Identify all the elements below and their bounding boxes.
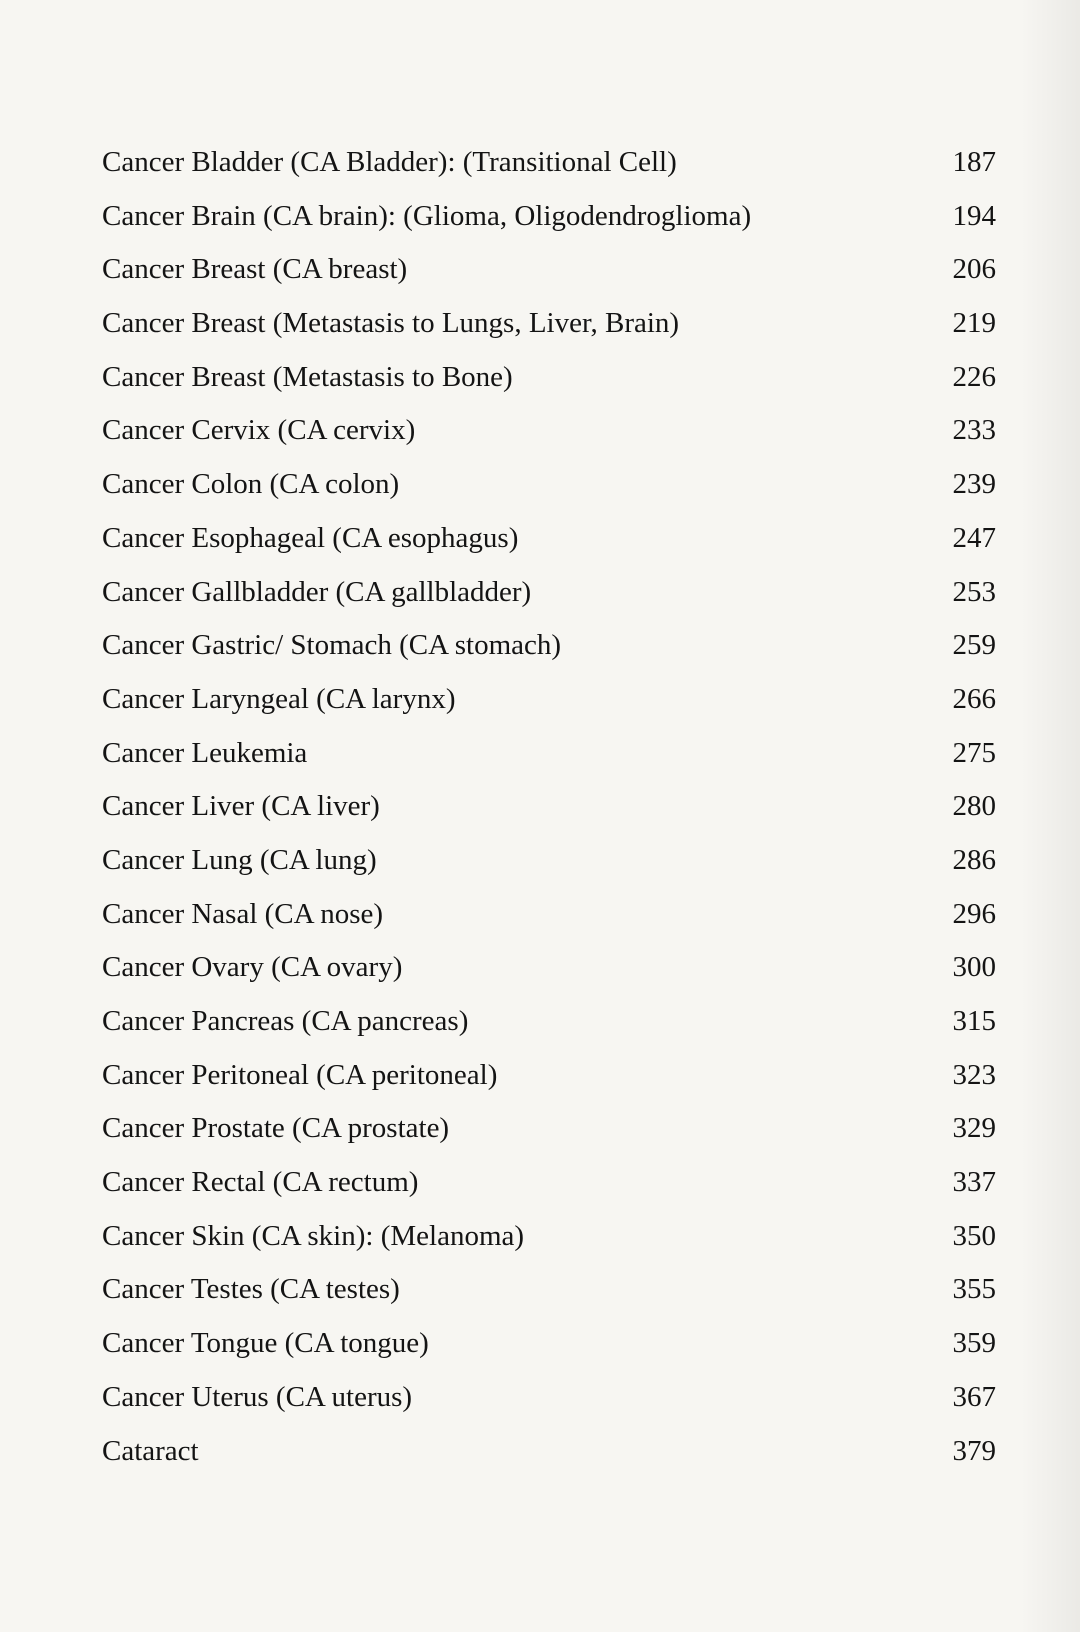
toc-entry-title: Cancer Liver (CA liver) bbox=[102, 790, 380, 823]
toc-entry bbox=[102, 627, 996, 681]
toc-entry bbox=[102, 681, 996, 735]
toc-entry-title: Cancer Ovary (CA ovary) bbox=[102, 951, 403, 984]
toc-entry-title: Cancer Bladder (CA Bladder): (Transitional Cell) bbox=[102, 146, 677, 178]
toc-entry bbox=[102, 412, 996, 466]
toc-entry-page: 323 bbox=[952, 1058, 996, 1091]
toc-entry bbox=[102, 359, 996, 413]
toc-entry-page: 329 bbox=[952, 1112, 996, 1145]
toc-entry-title: Cancer Testes (CA testes) bbox=[102, 1273, 400, 1306]
toc-entry bbox=[102, 1164, 996, 1218]
toc-entry-page: 367 bbox=[952, 1380, 996, 1413]
toc-entry bbox=[102, 574, 996, 628]
toc-entry-title: Cancer Nasal (CA nose) bbox=[102, 897, 384, 930]
toc-entry bbox=[102, 466, 996, 520]
toc-entry-page: 266 bbox=[952, 682, 996, 715]
toc-entry bbox=[102, 1110, 996, 1164]
page-edge-shadow bbox=[1020, 0, 1080, 1632]
toc-entry-title: Cancer Lung (CA lung) bbox=[102, 843, 377, 876]
toc-entry-title: Cancer Cervix (CA cervix) bbox=[102, 414, 416, 447]
toc-entry-title: Cancer Breast (CA breast) bbox=[102, 253, 408, 286]
toc-entry-page: 280 bbox=[952, 790, 996, 823]
toc-entry-title: Cancer Skin (CA skin): (Melanoma) bbox=[102, 1219, 525, 1252]
toc-entry bbox=[102, 788, 996, 842]
toc-entry-title: Cataract bbox=[102, 1434, 199, 1467]
toc-entry-title: Cancer Gastric/ Stomach (CA stomach) bbox=[102, 629, 562, 662]
toc-entry bbox=[102, 1057, 996, 1111]
toc-entry-title: Cancer Leukemia bbox=[102, 736, 308, 769]
toc-entry bbox=[102, 305, 996, 359]
toc-entry-title: Cancer Rectal (CA rectum) bbox=[102, 1166, 419, 1199]
toc-entry-page: 226 bbox=[952, 360, 996, 393]
toc-entry-title: Cancer Uterus (CA uterus) bbox=[102, 1380, 413, 1413]
toc-entry-page: 350 bbox=[952, 1219, 996, 1252]
toc-entry bbox=[102, 1218, 996, 1272]
toc-entry-page: 300 bbox=[952, 951, 996, 984]
toc-entry bbox=[102, 1271, 996, 1325]
toc-entry-page: 296 bbox=[952, 897, 996, 930]
toc-entry-page: 253 bbox=[952, 575, 996, 608]
toc-entry-page: 337 bbox=[952, 1166, 996, 1199]
toc-entry-page: 233 bbox=[952, 414, 996, 447]
toc-entry-page: 355 bbox=[952, 1273, 996, 1306]
toc-entry bbox=[102, 144, 996, 198]
toc-entry-title: Cancer Breast (Metastasis to Bone) bbox=[102, 360, 513, 393]
toc-entry-page: 219 bbox=[952, 307, 996, 340]
toc-entry-page: 194 bbox=[952, 199, 996, 232]
toc-entry-page: 206 bbox=[952, 253, 996, 286]
toc-entry-page: 315 bbox=[952, 1005, 996, 1037]
toc-entry bbox=[102, 251, 996, 305]
toc-entry bbox=[102, 198, 996, 252]
toc-entry-title: Cancer Colon (CA colon) bbox=[102, 468, 400, 501]
toc-entry bbox=[102, 842, 996, 896]
toc-entry bbox=[102, 949, 996, 1003]
toc-entry bbox=[102, 735, 996, 789]
toc-entry bbox=[102, 1433, 996, 1487]
toc-entry-page: 275 bbox=[952, 736, 996, 769]
toc-entry-page: 379 bbox=[952, 1434, 996, 1467]
toc-entry-page: 359 bbox=[952, 1327, 996, 1360]
toc-entry-page: 286 bbox=[952, 843, 996, 876]
toc-entry-title: Cancer Esophageal (CA esophagus) bbox=[102, 521, 519, 554]
toc-entry bbox=[102, 896, 996, 950]
toc-entry-title: Cancer Pancreas (CA pancreas) bbox=[102, 1005, 469, 1037]
toc-entry bbox=[102, 520, 996, 574]
toc-entry-title: Cancer Prostate (CA prostate) bbox=[102, 1112, 450, 1145]
table-of-contents bbox=[102, 144, 996, 1486]
toc-entry-title: Cancer Brain (CA brain): (Glioma, Oligodendroglioma) bbox=[102, 199, 752, 232]
toc-entry bbox=[102, 1003, 996, 1057]
toc-entry-page: 187 bbox=[952, 146, 996, 178]
toc-entry-title: Cancer Breast (Metastasis to Lungs, Liver, Brain) bbox=[102, 307, 680, 340]
toc-entry-title: Cancer Tongue (CA tongue) bbox=[102, 1327, 429, 1360]
toc-entry-page: 239 bbox=[952, 468, 996, 501]
toc-entry-title: Cancer Laryngeal (CA larynx) bbox=[102, 682, 456, 715]
toc-entry bbox=[102, 1379, 996, 1433]
toc-entry-title: Cancer Gallbladder (CA gallbladder) bbox=[102, 575, 532, 608]
toc-entry-title: Cancer Peritoneal (CA peritoneal) bbox=[102, 1058, 498, 1091]
toc-entry-page: 247 bbox=[952, 521, 996, 554]
toc-entry bbox=[102, 1325, 996, 1379]
toc-entry-page: 259 bbox=[952, 629, 996, 662]
